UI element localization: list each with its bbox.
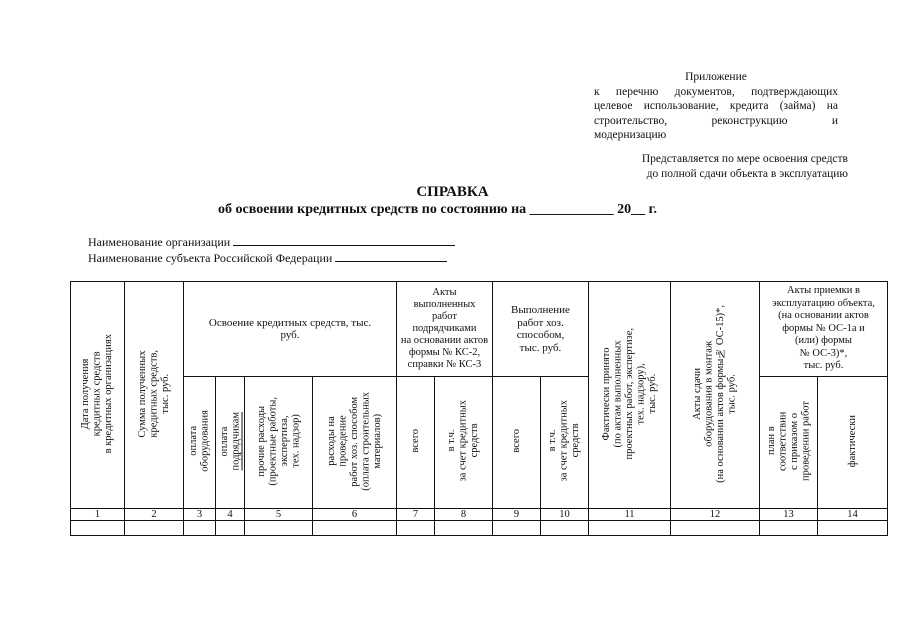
table-cell[interactable] [541,521,589,536]
col-header-plan: план в соответствии с приказом о проведении работ [760,377,818,509]
table-row [71,521,888,536]
appendix-line: целевое использование, кредита (займа) на [594,100,838,112]
column-number: 1 [71,509,125,521]
document-subtitle: об освоении кредитных средств по состоянию на ____________ 20__ г. [218,202,657,217]
col-header-hoz-total: всего [493,377,541,509]
table-cell[interactable] [493,521,541,536]
group-header-acts: Акты выполненных работ подрядчиками на основании актов формы № КС-2, справки № КС-3 [397,282,493,377]
document-title: СПРАВКА [416,184,489,200]
subject-name-row [88,251,447,266]
report-table [70,281,888,536]
col-header-actual: фактически [818,377,888,509]
col2-line: кредитных средств, [148,349,160,438]
column-number: 13 [760,509,818,521]
column-number: 14 [818,509,888,521]
organization-name-field[interactable] [233,235,455,246]
column-number: 11 [589,509,671,521]
organization-label: Наименование организации [88,235,231,249]
column-number: 4 [216,509,245,521]
appendix-line: модернизацию [594,129,667,141]
table-cell[interactable] [245,521,313,536]
col1-line: кредитных средств [91,351,103,436]
header-row-sub [71,377,888,509]
col-header-other-expenses: прочие расходы (проектные работы, экспертиза, тех. надзор) [245,377,313,509]
submission-note [600,152,848,182]
column-number: 8 [435,509,493,521]
col2-line: тыс. руб. [159,373,171,414]
column-number: 2 [125,509,184,521]
group-header-priemka: Акты приемки в эксплуатацию объекта, (на основании актов формы № ОС-1а и (или) формы № ОС-3)*, тыс. руб. [760,282,888,377]
note-line: Представляется по мере освоения средств [641,153,848,165]
table-cell[interactable] [760,521,818,536]
column-number: 10 [541,509,589,521]
col1-line: Дата получения [80,358,92,429]
table-cell[interactable] [435,521,493,536]
table-cell[interactable] [397,521,435,536]
col-header-acts-total: всего [397,377,435,509]
column-number-row [71,509,888,521]
group-header-osvoenie: Освоение кредитных средств, тыс. руб. [184,282,397,377]
col-header-acts-credit: в т.ч. за счет кредитных средств [435,377,493,509]
table-cell[interactable] [216,521,245,536]
table-cell[interactable] [671,521,760,536]
column-number: 12 [671,509,760,521]
header-row-top [71,282,888,377]
column-number: 6 [313,509,397,521]
note-line: до полной сдачи объекта в эксплуатацию [646,168,848,180]
table-cell[interactable] [184,521,216,536]
subject-name-field[interactable] [335,251,447,262]
column-number: 7 [397,509,435,521]
column-number: 5 [245,509,313,521]
appendix-line: строительство, реконструкцию и [594,114,838,127]
col-header-equipment-payment: оплата оборудования [184,377,216,509]
group-header-hoz: Выполнение работ хоз. способом, тыс. руб. [493,282,589,377]
column-number: 9 [493,509,541,521]
col-header-date [71,282,125,509]
table-cell[interactable] [313,521,397,536]
col-header-hoz-credit: в т.ч. за счет кредитных средств [541,377,589,509]
organization-name-row [88,235,455,250]
col2-line: Сумма полученных [136,349,148,438]
col-header-contractor-payment: оплата подрядчикам [216,377,245,509]
col-header-equipment-acts: Акты сдачи оборудования в монтаж (на основании актов формы№ ОС-15)*, тыс. руб. [671,282,760,509]
appendix-title: Приложение [685,71,747,83]
col-header-amount [125,282,184,509]
subject-label: Наименование субъекта Российской Федерации [88,251,333,265]
table-cell[interactable] [818,521,888,536]
table-cell[interactable] [589,521,671,536]
table-cell[interactable] [71,521,125,536]
table-cell[interactable] [125,521,184,536]
appendix-block [594,70,838,143]
col-header-accepted: Фактически принято (по актам выполненных проектных работ, экспертизе, тех. надзору), тыс. руб. [589,282,671,509]
column-number: 3 [184,509,216,521]
col-header-hoz-expenses: расходы на проведение работ хоз. способом (оплата строительных материалов) [313,377,397,509]
appendix-line: к перечню документов, подтверждающих [594,85,838,98]
col1-line: в кредитных организациях [103,333,115,454]
